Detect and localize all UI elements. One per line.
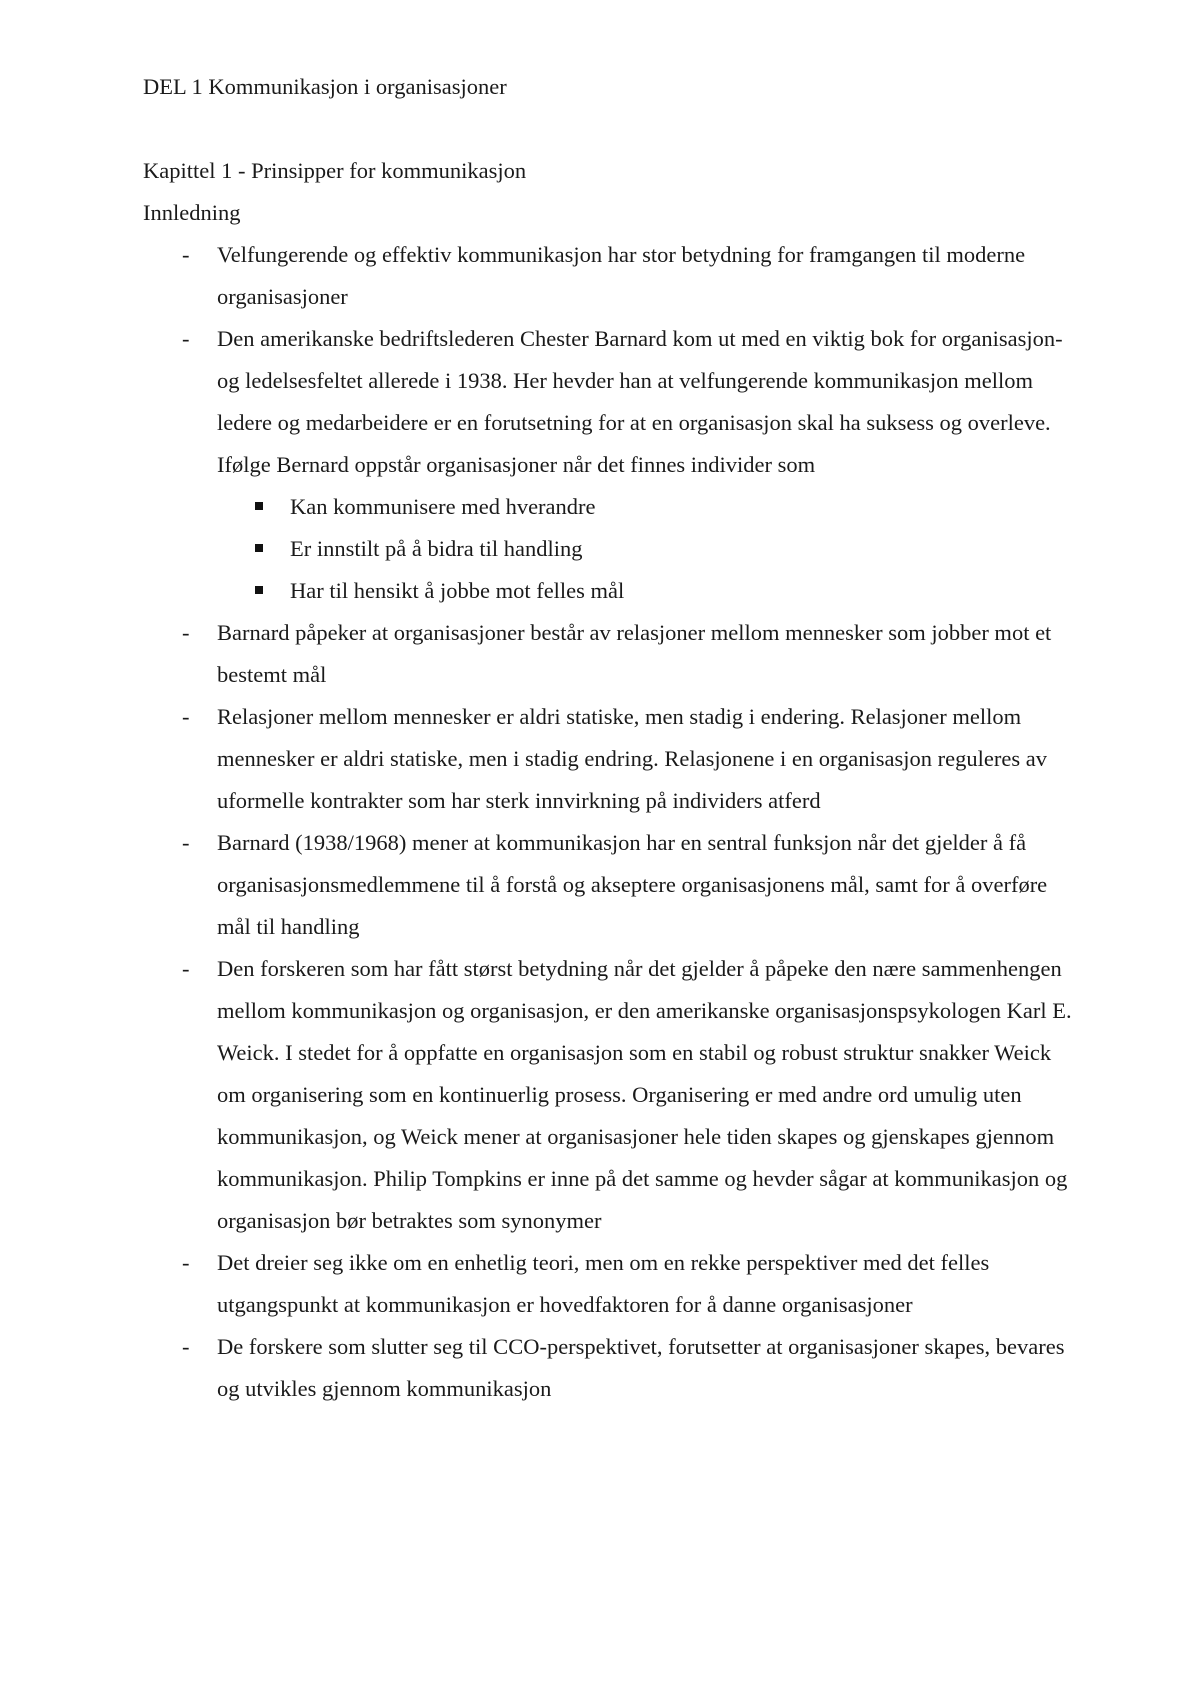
sub-list-item: [217, 570, 1073, 612]
chapter-title: Kapittel 1 - Prinsipper for kommunikasjon: [143, 158, 527, 183]
dash-marker: -: [182, 1334, 190, 1359]
document-title: DEL 1 Kommunikasjon i organisasjoner: [143, 74, 507, 99]
dash-marker: -: [182, 704, 190, 729]
list-item-text: Velfungerende og effektiv kommunikasjon har stor betydning for framgangen til moderne organisasjoner: [217, 242, 1026, 309]
list-item: [143, 948, 1073, 1242]
dash-marker: -: [182, 1250, 190, 1275]
list-item-text: Den amerikanske bedriftslederen Chester Barnard kom ut med en viktig bok for organisasjon- og ledelsesfeltet allerede i 1938. Her hevder han at velfungerende kommunikasjon mellom ledere og medarbeidere er en forutsetning for at en organisasjon skal ha suksess og overleve. Ifølge Bernard oppstår organisasjoner når det finnes individer som: [217, 326, 1063, 477]
list-item-text: Barnard påpeker at organisasjoner består av relasjoner mellom mennesker som jobber mot et bestemt mål: [217, 620, 1052, 687]
list-item: [143, 318, 1073, 612]
dash-marker: -: [182, 830, 190, 855]
square-bullet-icon: [255, 502, 263, 510]
list-item: [143, 234, 1073, 318]
sub-list-item-text: Har til hensikt å jobbe mot felles mål: [290, 578, 625, 603]
document-content: [143, 66, 1073, 1410]
list-item-text: Det dreier seg ikke om en enhetlig teori, men om en rekke perspektiver med det felles utgangspunkt at kommunikasjon er hovedfaktoren for å danne organisasjoner: [217, 1250, 990, 1317]
square-bullet-icon: [255, 586, 263, 594]
sub-list-item-text: Er innstilt på å bidra til handling: [290, 536, 583, 561]
list-item-text: Barnard (1938/1968) mener at kommunikasjon har en sentral funksjon når det gjelder å få organisasjonsmedlemmene til å forstå og akseptere organisasjonens mål, samt for å overføre mål til handling: [217, 830, 1048, 939]
bullet-list: [143, 234, 1073, 1410]
list-item-text: Den forskeren som har fått størst betydning når det gjelder å påpeke den nære sammenhengen mellom kommunikasjon og organisasjon, er den amerikanske organisasjonspsykologen Karl E. Weick. I stedet for å oppfatte en organisasjon som en stabil og robust struktur snakker Weick om organisering som en kontinuerlig prosess. Organisering er med andre ord umulig uten kommunikasjon, og Weick mener at organisasjoner hele tiden skapes og gjenskapes gjennom kommunikasjon. Philip Tompkins er inne på det samme og hevder sågar at kommunikasjon og organisasjon bør betraktes som synonymer: [217, 956, 1072, 1233]
dash-marker: -: [182, 326, 190, 351]
list-item: [143, 1326, 1073, 1410]
sub-list-item: [217, 528, 1073, 570]
list-item-text: Relasjoner mellom mennesker er aldri statiske, men stadig i endering. Relasjoner mellom mennesker er aldri statiske, men i stadig endring. Relasjonene i en organisasjon reguleres av uformelle kontrakter som har sterk innvirkning på individers atferd: [217, 704, 1047, 813]
sub-list-item-text: Kan kommunisere med hverandre: [290, 494, 596, 519]
list-item: [143, 696, 1073, 822]
list-item: [143, 822, 1073, 948]
list-item: [143, 1242, 1073, 1326]
dash-marker: -: [182, 956, 190, 981]
list-item-text: De forskere som slutter seg til CCO-perspektivet, forutsetter at organisasjoner skapes, bevares og utvikles gjennom kommunikasjon: [217, 1334, 1065, 1401]
sub-bullet-list: [217, 486, 1073, 612]
dash-marker: -: [182, 242, 190, 267]
list-item: [143, 612, 1073, 696]
section-title: Innledning: [143, 200, 241, 225]
sub-list-item: [217, 486, 1073, 528]
square-bullet-icon: [255, 544, 263, 552]
dash-marker: -: [182, 620, 190, 645]
